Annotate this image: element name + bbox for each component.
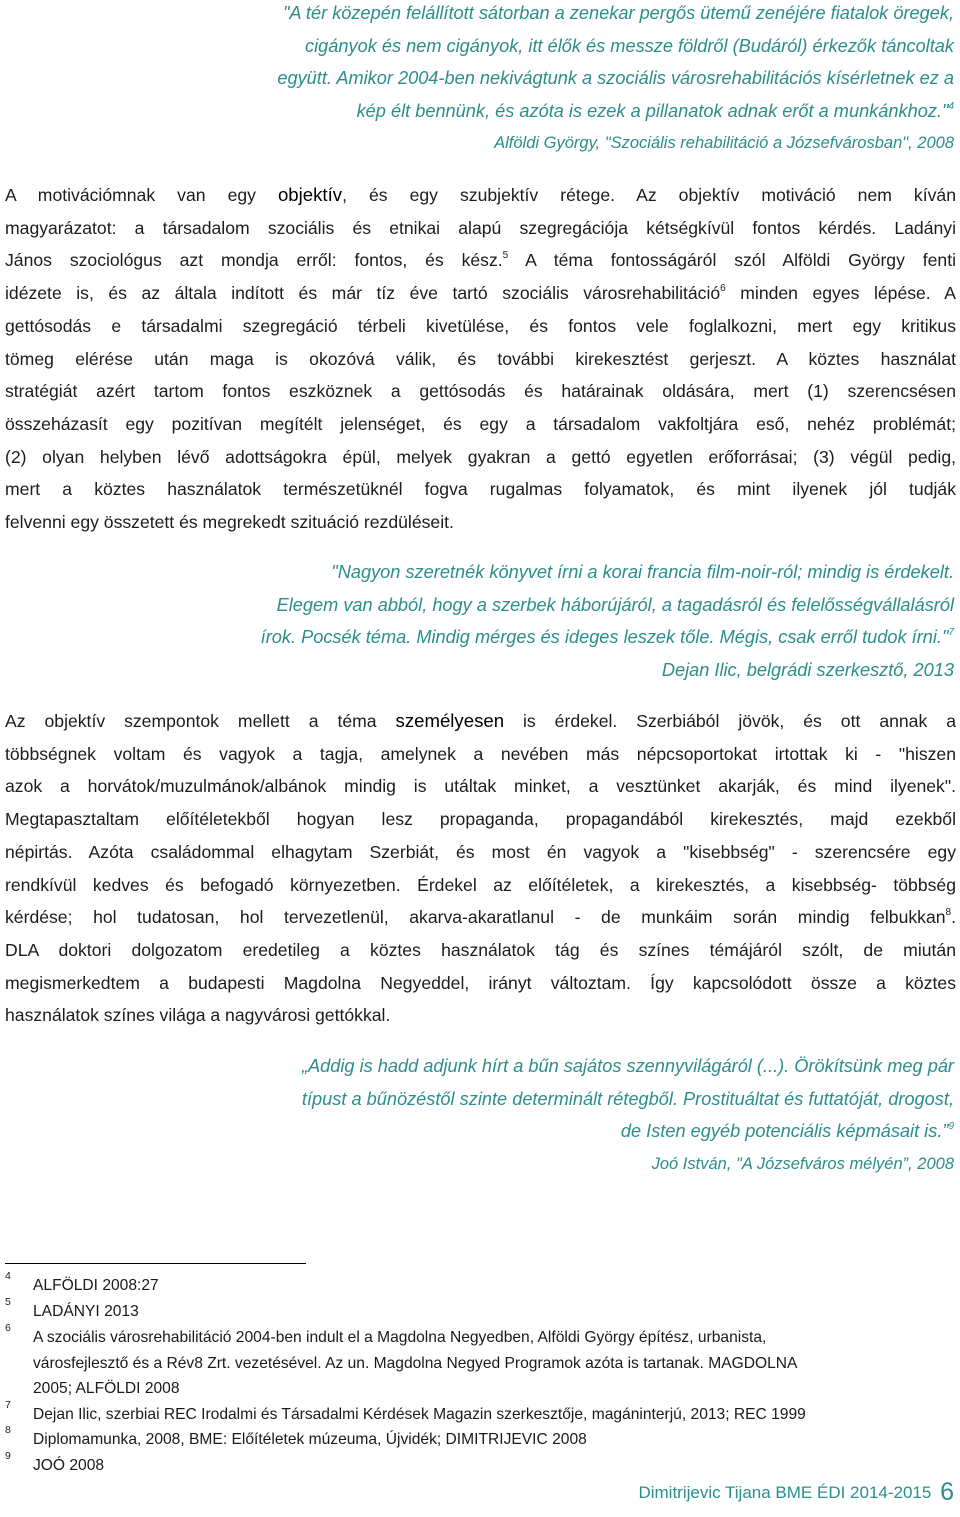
highlighted-term: objektív [277, 184, 343, 205]
footnote-ref[interactable]: 4 [948, 100, 954, 112]
paragraph-motivation [5, 179, 956, 539]
quote-line [302, 1115, 954, 1148]
footnote-number: 8 [5, 1424, 11, 1436]
footnote-divider [5, 1263, 306, 1264]
footnote-ref[interactable]: 9 [948, 1121, 954, 1132]
footnote-text: Dejan Ilic, szerbiai REC Irodalmi és Társadalmi Kérdések Magazin szerkesztője, magáninterjú, 2013; REC 1999 [33, 1406, 806, 1423]
paragraph-personal [5, 705, 956, 1032]
text-span: . [951, 907, 956, 928]
footnote-ref[interactable]: 7 [948, 627, 954, 638]
text-line: összeházasít egy pozitívan megítélt jelenséget, és egy a társadalom vakfoltjára eső, nehéz problémát; [5, 413, 956, 434]
text-line: megismerkedtem a budapesti Magdolna Negyeddel, irányt változtam. Így kapcsolódott össze a köztes [5, 972, 956, 993]
text-line [5, 901, 956, 934]
text-line [5, 244, 956, 277]
text-line: gettósodás e társadalmi szegregáció térbeli kivetülése, és fontos vele foglalkozni, mert egy kritikus [5, 315, 956, 336]
text-line [5, 179, 956, 212]
page-number: 6 [940, 1478, 954, 1506]
text-line: használatok színes világa a nagyvárosi gettókkal. [5, 1005, 391, 1026]
text-span: A motivációmnak van egy [5, 185, 278, 205]
footnote-number: 9 [5, 1450, 11, 1462]
footnote-number: 4 [5, 1270, 11, 1282]
opening-quote [277, 0, 954, 160]
text-line: népirtás. Azóta családommal elhagytam Szerbiát, és most én vagyok a "kisebbség" - szerencsére egy [5, 841, 956, 862]
quote-text: de Isten egyéb potenciális képmásait is.” [620, 1121, 949, 1141]
footnote-text: 2005; ALFÖLDI 2008 [33, 1380, 180, 1397]
footnote-text: LADÁNYI 2013 [33, 1303, 139, 1320]
text-line: rendkívül kedves és befogadó környezetben. Érdekel az előítéletek, a kirekesztés, a kisebbség- többség [5, 874, 956, 895]
text-line: mert a köztes használatok természetüknél fogva rugalmas folyamatok, és mint ilyenek jól tudják [5, 479, 956, 500]
quote-line: típust a bűnözéstől szinte determinált rétegből. Prostituáltat és futtatóját, drogost, [301, 1088, 954, 1109]
quote-attribution: Dejan Ilic, belgrádi szerkesztő, 2013 [661, 659, 954, 680]
text-line: stratégiát azért tartom fontos eszköznek a gettósodás és határainak oldására, mert (1) szerencsésen [5, 381, 956, 402]
page-footer [638, 1478, 954, 1507]
footnote-ref[interactable]: 5 [502, 250, 509, 262]
text-line: (2) olyan helyben lévő adottságokra épül, melyek gyakran a gettó egyetlen erőforrásai; (3) végül pedig, [5, 446, 956, 467]
quote-line: Elegem van abból, hogy a szerbek háborújáról, a tagadásról és felelősségvállalásról [276, 594, 954, 615]
footer-text: Dimitrijevic Tijana BME ÉDI 2014-2015 [638, 1483, 932, 1502]
footnote-text: A szociális városrehabilitáció 2004-ben indult el a Magdolna Negyedben, Alföldi György építész, urbanista, [33, 1329, 767, 1346]
text-line: tömeg elérése után maga is okozóvá válik, és további kirekesztést gerjeszt. A köztes használat [5, 348, 956, 369]
footnote-text: városfejlesztő és a Rév8 Zrt. vezetésével. Az un. Magdolna Negyed Programok azóta is tartanak. MAGDOLNA [33, 1354, 798, 1372]
text-line: felvenni egy összetett és megrekedt szituáció rezdüléseit. [5, 512, 454, 533]
quote-line: "Nagyon szeretnék könyvet írni a korai francia film-noir-ról; mindig is érdekelt. [331, 562, 954, 582]
ilic-quote [261, 556, 954, 686]
footnote-ref[interactable]: 8 [945, 907, 952, 919]
footnote-number: 7 [5, 1399, 11, 1411]
quote-text: kép élt bennünk, és azóta is ezek a pillanatok adnak erőt a munkánkhoz." [356, 100, 949, 121]
highlighted-term: személyesen [395, 710, 505, 731]
joo-quote [302, 1050, 954, 1180]
text-line: többségnek voltam és vagyok a tagja, amelynek a nevében más népcsoportokat irtottak ki - "hiszen [5, 743, 956, 764]
text-span: kérdése; hol tudatosan, hol tervezetlenül, akarva-akaratlanul - de munkáim során mindig felbukkan [5, 907, 946, 928]
quote-text: írok. Pocsék téma. Mindig mérges és ideges leszek tőle. Mégis, csak erről tudok írni." [260, 627, 949, 647]
text-line: magyarázatot: a társadalom szociális és etnikai alapú szegregációja kétségkívül fontos kérdés. Ladányi [5, 217, 956, 238]
quote-line: „Addig is hadd adjunk hírt a bűn sajátos szennyvilágáról (...). Örökítsünk meg pár [301, 1056, 954, 1076]
text-line: DLA doktori dolgozatom eredetileg a köztes használatok tág és színes témájáról szólt, de miután [5, 939, 956, 960]
footnote-number: 6 [5, 1322, 11, 1334]
quote-line [277, 95, 954, 128]
footnote-number: 5 [5, 1296, 11, 1308]
footnote-text: Diplomamunka, 2008, BME: Előítéletek múzeuma, Újvidék; DIMITRIJEVIC 2008 [33, 1431, 587, 1448]
footnote-text: ALFÖLDI 2008:27 [33, 1277, 159, 1294]
text-line [5, 705, 956, 738]
quote-line: "A tér közepén felállított sátorban a zenekar pergős ütemű zenéjére fiatalok öregek, [282, 3, 954, 23]
text-span: idézete is, és az általa indított és már tíz éve tartó szociális városrehabilitáció [5, 283, 721, 304]
text-span: János szociológus azt mondja erről: fontos, és kész. [5, 250, 503, 271]
text-span: minden egyes lépése. A [725, 283, 956, 304]
text-line: Megtapasztaltam előítéletekből hogyan lesz propaganda, propagandából kirekesztés, majd ezekből [5, 809, 956, 830]
footnote-text: JOÓ 2008 [33, 1457, 105, 1474]
text-span: is érdekel. Szerbiából jövök, és ott annak a [504, 711, 957, 731]
text-span: A téma fontosságáról szól Alföldi György fenti [508, 250, 957, 271]
text-span: , és egy szubjektív rétege. Az objektív motiváció nem kíván [342, 185, 956, 205]
quote-attribution: Joó István, "A Józsefváros mélyén”, 2008 [651, 1154, 954, 1173]
footnote-ref[interactable]: 6 [720, 283, 726, 295]
quote-line: együtt. Amikor 2004-ben nekivágtunk a szociális városrehabilitációs kísérletnek ez a [277, 68, 954, 88]
quote-line: cigányok és nem cigányok, itt élők és messze földről (Budáról) érkezők táncoltak [305, 35, 954, 56]
text-line: azok a horvátok/muzulmánok/albánok mindig is utáltak minket, a vesztünket akarják, és mind ilyenek". [5, 776, 956, 797]
quote-attribution: Alföldi György, "Szociális rehabilitáció a Józsefvárosban", 2008 [494, 134, 954, 152]
text-span: Az objektív szempontok mellett a téma [5, 711, 396, 731]
text-line [5, 277, 956, 310]
quote-line [261, 621, 954, 654]
